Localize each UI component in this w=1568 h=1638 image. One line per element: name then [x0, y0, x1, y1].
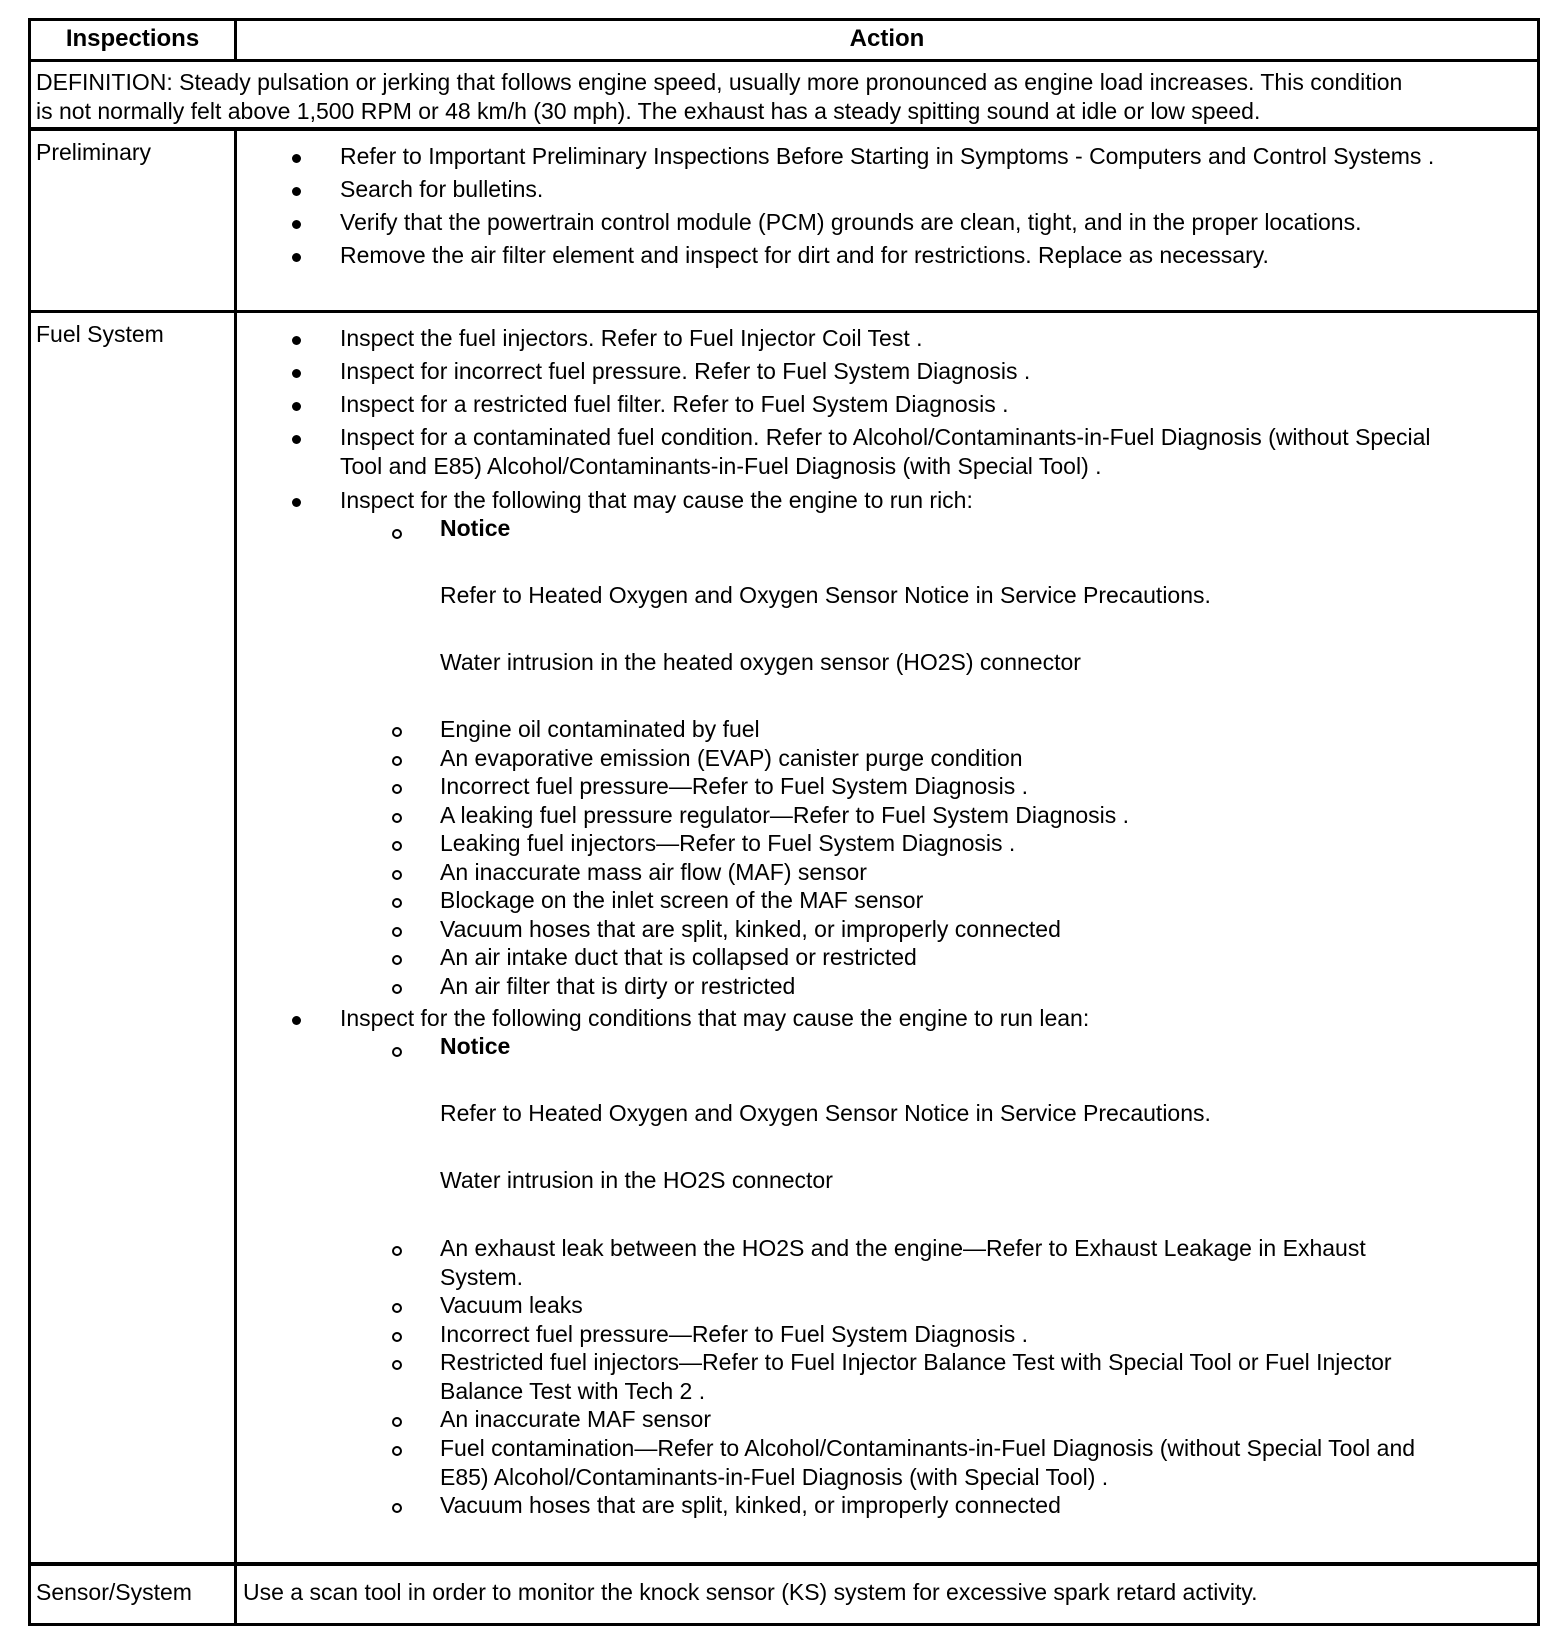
- header-divider: [28, 59, 1540, 62]
- sub-bullet-icon: [392, 784, 402, 794]
- lean-condition-item: Incorrect fuel pressure—Refer to Fuel System Diagnosis .: [440, 1321, 1029, 1347]
- fuel-item: Inspect for incorrect fuel pressure. Refer to Fuel System Diagnosis .: [340, 358, 1031, 384]
- header-action: Action: [849, 25, 925, 52]
- bullet-icon: [292, 435, 301, 444]
- rich-condition-item: An air filter that is dirty or restricted: [440, 973, 796, 999]
- sub-bullet-icon: [392, 1047, 402, 1057]
- bullet-icon: [292, 1016, 301, 1025]
- sub-bullet-icon: [392, 1446, 402, 1456]
- preliminary-item: Remove the air filter element and inspect for dirt and for restrictions. Replace as necessary.: [340, 242, 1269, 268]
- sub-bullet-icon: [392, 756, 402, 766]
- sub-bullet-icon: [392, 1360, 402, 1370]
- definition-line-2: is not normally felt above 1,500 RPM or 48 km/h (30 mph). The exhaust has a steady spitting sound at idle or low speed.: [36, 98, 1261, 124]
- lean-condition-item: Vacuum hoses that are split, kinked, or improperly connected: [440, 1492, 1061, 1518]
- sub-bullet-icon: [392, 1303, 402, 1313]
- sub-bullet-icon: [392, 1246, 402, 1256]
- lean-condition-item: Fuel contamination—Refer to Alcohol/Contaminants-in-Fuel Diagnosis (without Special Tool and E85) Alcohol/Contaminants-in-Fuel Diagnosis (with Special Tool) .: [440, 1435, 1416, 1490]
- notice-sub: Water intrusion in the heated oxygen sensor (HO2S) connector: [440, 649, 1081, 675]
- rich-condition-item: Vacuum hoses that are split, kinked, or improperly connected: [440, 916, 1061, 942]
- row-label-preliminary: Preliminary: [36, 139, 152, 165]
- rich-condition-item: Leaking fuel injectors—Refer to Fuel System Diagnosis .: [440, 830, 1016, 856]
- header-inspections: Inspections: [65, 25, 200, 52]
- notice-sub: Water intrusion in the HO2S connector: [440, 1167, 833, 1193]
- sub-bullet-icon: [392, 1332, 402, 1342]
- sub-bullet-icon: [392, 813, 402, 823]
- bullet-icon: [292, 154, 301, 163]
- notice-text: Refer to Heated Oxygen and Oxygen Sensor Notice in Service Precautions.: [440, 1100, 1211, 1126]
- rich-condition-item: An air intake duct that is collapsed or restricted: [440, 944, 917, 970]
- preliminary-item: Search for bulletins.: [340, 176, 544, 202]
- sub-bullet-icon: [392, 898, 402, 908]
- preliminary-item: Verify that the powertrain control module (PCM) grounds are clean, tight, and in the proper locations.: [340, 209, 1362, 235]
- notice-title: Notice: [440, 515, 511, 541]
- sub-bullet-icon: [392, 841, 402, 851]
- bullet-icon: [292, 336, 301, 345]
- rich-condition-item: Engine oil contaminated by fuel: [440, 716, 760, 742]
- sub-bullet-icon: [392, 870, 402, 880]
- bullet-icon: [292, 253, 301, 262]
- rich-condition-item: Blockage on the inlet screen of the MAF sensor: [440, 887, 924, 913]
- row-label-fuel-system: Fuel System: [36, 321, 164, 347]
- sub-bullet-icon: [392, 927, 402, 937]
- bullet-icon: [292, 402, 301, 411]
- rich-condition-item: An inaccurate mass air flow (MAF) sensor: [440, 859, 867, 885]
- fuel-item: Inspect for the following conditions that may cause the engine to run lean:: [340, 1005, 1090, 1031]
- fuel-item: Inspect for the following that may cause the engine to run rich:: [340, 487, 973, 513]
- bullet-icon: [292, 369, 301, 378]
- rich-condition-item: A leaking fuel pressure regulator—Refer to Fuel System Diagnosis .: [440, 802, 1130, 828]
- notice-title: Notice: [440, 1033, 511, 1059]
- lean-condition-item: Restricted fuel injectors—Refer to Fuel Injector Balance Test with Special Tool or Fuel Injector Balance Test with Tech 2 .: [440, 1349, 1392, 1404]
- body-column-divider: [234, 127, 237, 1626]
- sub-bullet-icon: [392, 1417, 402, 1427]
- preliminary-item: Refer to Important Preliminary Inspections Before Starting in Symptoms - Computers and Control Systems .: [340, 143, 1435, 169]
- definition-divider: [28, 127, 1540, 131]
- preliminary-divider: [28, 310, 1540, 313]
- notice-text: Refer to Heated Oxygen and Oxygen Sensor Notice in Service Precautions.: [440, 582, 1211, 608]
- sub-bullet-icon: [392, 727, 402, 737]
- sub-bullet-icon: [392, 984, 402, 994]
- fuel-divider: [28, 1562, 1540, 1566]
- fuel-item: Inspect for a restricted fuel filter. Refer to Fuel System Diagnosis .: [340, 391, 1009, 417]
- rich-condition-item: Incorrect fuel pressure—Refer to Fuel System Diagnosis .: [440, 773, 1029, 799]
- lean-condition-item: Vacuum leaks: [440, 1292, 583, 1318]
- definition-line-1: DEFINITION: Steady pulsation or jerking that follows engine speed, usually more pronounced as engine load increases. This condition: [36, 69, 1403, 95]
- sub-bullet-icon: [392, 955, 402, 965]
- sub-bullet-icon: [392, 1503, 402, 1513]
- rich-condition-item: An evaporative emission (EVAP) canister purge condition: [440, 745, 1023, 771]
- bullet-icon: [292, 220, 301, 229]
- lean-condition-item: An exhaust leak between the HO2S and the engine—Refer to Exhaust Leakage in Exhaust System.: [440, 1235, 1366, 1290]
- bullet-icon: [292, 498, 301, 507]
- bullet-icon: [292, 187, 301, 196]
- lean-condition-item: An inaccurate MAF sensor: [440, 1406, 712, 1432]
- row-label-sensor-system: Sensor/System: [36, 1579, 192, 1605]
- sensor-system-action: Use a scan tool in order to monitor the knock sensor (KS) system for excessive spark retard activity.: [243, 1579, 1258, 1605]
- fuel-item: Inspect the fuel injectors. Refer to Fuel Injector Coil Test .: [340, 325, 923, 351]
- fuel-item: Inspect for a contaminated fuel condition. Refer to Alcohol/Contaminants-in-Fuel Diagnosis (without Special Tool and E85) Alcohol/Contaminants-in-Fuel Diagnosis (with Special Tool) .: [340, 424, 1431, 479]
- sub-bullet-icon: [392, 529, 402, 539]
